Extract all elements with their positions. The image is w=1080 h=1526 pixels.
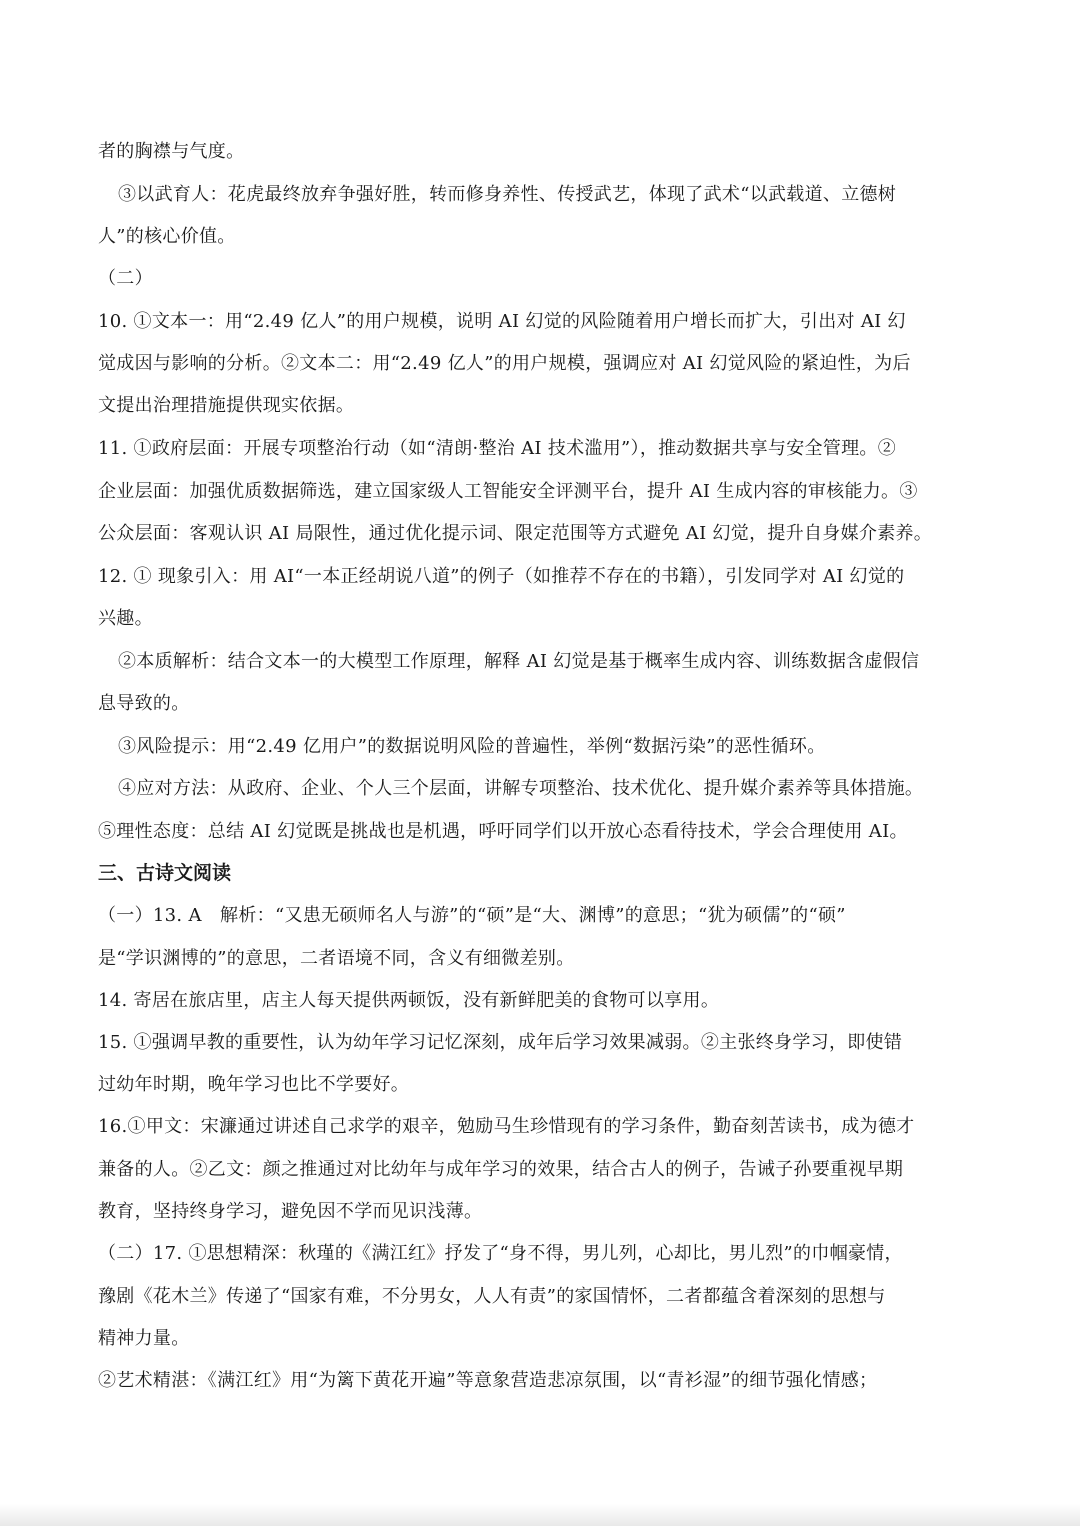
text-line: 息导致的。	[98, 693, 190, 714]
text-line: 是“学识渊博的”的意思，二者语境不同，含义有细微差别。	[98, 948, 575, 969]
text-line: 文提出治理措施提供现实依据。	[98, 395, 355, 416]
text-line: 教育，坚持终身学习，避免因不学而见识浅薄。	[98, 1201, 483, 1222]
text-line: 公众层面：客观认识 AI 局限性，通过优化提示词、限定范围等方式避免 AI 幻觉，提升自身媒介素养。	[98, 523, 933, 544]
text-line: （一）13. A 解析：“又患无硕师名人与游”的“硕”是“大、渊博”的意思；“犹为硕儒”的“硕”	[98, 905, 846, 926]
text-line: 10. ①文本一：用“2.49 亿人”的用户规模，说明 AI 幻觉的风险随着用户增长而扩大，引出对 AI 幻	[98, 311, 906, 332]
text-line: 者的胸襟与气度。	[98, 141, 245, 162]
page-bottom-edge	[0, 1504, 1080, 1526]
text-line: ⑤理性态度：总结 AI 幻觉既是挑战也是机遇，呼吁同学们以开放心态看待技术，学会合理使用 AI。	[98, 821, 908, 842]
text-line: 企业层面：加强优质数据筛选，建立国家级人工智能安全评测平台，提升 AI 生成内容的审核能力。③	[98, 481, 918, 502]
section-heading: 三、古诗文阅读	[98, 862, 232, 884]
section-label: （二）	[98, 268, 153, 289]
text-line: ④应对方法：从政府、企业、个人三个层面，讲解专项整治、技术优化、提升媒介素养等具体措施。	[118, 778, 924, 799]
text-line: 过幼年时期，晚年学习也比不学要好。	[98, 1074, 410, 1095]
text-line: 15. ①强调早教的重要性，认为幼年学习记忆深刻，成年后学习效果减弱。②主张终身学习，即使错	[98, 1032, 903, 1053]
text-line: ②本质解析：结合文本一的大模型工作原理，解释 AI 幻觉是基于概率生成内容、训练数据含虚假信	[118, 651, 920, 672]
text-line: 11. ①政府层面：开展专项整治行动（如“清朗·整治 AI 技术滥用”），推动数据共享与安全管理。②	[98, 438, 897, 459]
text-line: 16.①甲文：宋濂通过讲述自己求学的艰辛，勉励马生珍惜现有的学习条件，勤奋刻苦读书，成为德才	[98, 1116, 915, 1137]
text-line: 兴趣。	[98, 608, 153, 629]
text-line: ②艺术精湛：《满江红》用“为篱下黄花开遍”等意象营造悲凉氛围，以“青衫湿”的细节强化情感；	[98, 1370, 878, 1391]
text-line: ③以武育人：花虎最终放弃争强好胜，转而修身养性、传授武艺，体现了武术“以武载道、立德树	[118, 184, 897, 205]
text-line: （二）17. ①思想精深：秋瑾的《满江红》抒发了“身不得，男儿列，心却比，男儿烈”的巾帼豪情，	[98, 1243, 903, 1264]
text-line: 12. ① 现象引入：用 AI“一本正经胡说八道”的例子（如推荐不存在的书籍），引发同学对 AI 幻觉的	[98, 566, 905, 587]
text-line: 豫剧《花木兰》传递了“国家有难，不分男女，人人有责”的家国情怀，二者都蕴含着深刻的思想与	[98, 1286, 886, 1307]
text-line: 14. 寄居在旅店里，店主人每天提供两顿饭，没有新鲜肥美的食物可以享用。	[98, 990, 720, 1011]
text-line: 兼备的人。②乙文：颜之推通过对比幼年与成年学习的效果，结合古人的例子，告诫子孙要重视早期	[98, 1159, 904, 1180]
text-line: 人”的核心价值。	[98, 226, 236, 247]
text-line: 觉成因与影响的分析。②文本二：用“2.49 亿人”的用户规模，强调应对 AI 幻觉风险的紧迫性，为后	[98, 353, 911, 374]
text-line: ③风险提示：用“2.49 亿用户”的数据说明风险的普遍性，举例“数据污染”的恶性循环。	[118, 736, 826, 757]
text-line: 精神力量。	[98, 1328, 190, 1349]
